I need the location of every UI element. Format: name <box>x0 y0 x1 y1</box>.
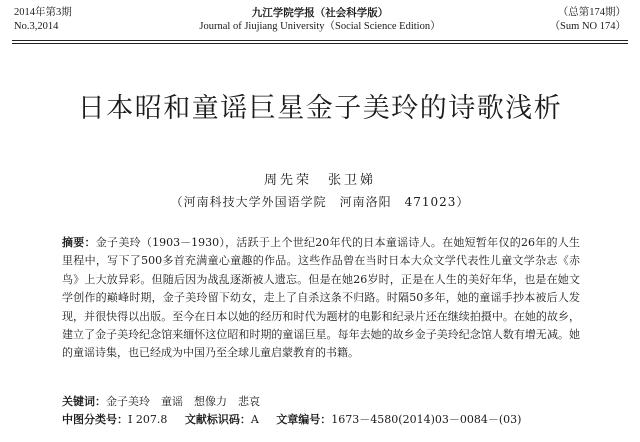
clc-value: I 207.8 <box>128 413 168 426</box>
journal-name-cn: 九江学院学报（社会科学版） <box>251 7 389 19</box>
total-issue-en: （Sum NO 174） <box>549 21 626 32</box>
keywords <box>62 394 580 410</box>
article-metadata <box>62 412 602 428</box>
doc-code-value: A <box>250 413 259 426</box>
article-id-value: 1673－4580(2014)03－0084－(03) <box>331 413 522 426</box>
clc-label: 中图分类号： <box>62 413 128 426</box>
total-issue-info <box>550 6 626 34</box>
header-rule-thin <box>12 43 628 44</box>
author-affiliation: （河南科技大学外国语学院 河南洛阳 471023） <box>170 195 470 209</box>
article-title: 日本昭和童谣巨星金子美玲的诗歌浅析 <box>77 93 563 124</box>
journal-header <box>0 4 640 42</box>
header-rule-thick <box>12 40 628 41</box>
article-authors: 周先荣 张卫娣 <box>263 173 376 188</box>
abstract <box>62 234 580 363</box>
issue-cn: 2014年第3期 <box>14 7 72 18</box>
issue-en: No.3,2014 <box>14 21 59 32</box>
keywords-text: 金子美玲 童谣 想像力 悲哀 <box>106 395 260 408</box>
abstract-label: 摘要： <box>62 236 96 249</box>
abstract-text: 金子美玲（1903－1930），活跃于上个世纪20年代的日本童谣诗人。在她短暂年仅的26年的人生里程中，写下了500多首充满童心童趣的作品。这些作品曾在当时日本大众文学代表性儿童文学杂志《赤鸟》上大放异彩。但随后因为战乱逐渐被人遗忘。但是在她26岁时，正是在人生的美好年华，也是在她文学创作的巅峰时期，金子美玲留下幼女，走上了自杀这条不归路。时隔50多年，她的童谣手抄本被后人发现，并很快得以出版。至今在日本以她的经历和时代为题材的电影和纪录片还在继续拍摄中。在她的故乡，建立了金子美玲纪念馆来缅怀这位昭和时期的童谣巨星。每年去她的故乡金子美玲纪念馆人数有增无减。她的童谣诗集，也已经成为中国乃至全球儿童启蒙教育的书籍。 <box>62 236 581 360</box>
clc-item <box>62 413 167 426</box>
keywords-label: 关键词： <box>62 395 106 408</box>
article-id-item <box>276 413 521 426</box>
journal-name <box>0 6 640 34</box>
doc-code-item <box>185 413 259 426</box>
article-id-label: 文章编号： <box>276 413 332 426</box>
doc-code-label: 文献标识码： <box>184 413 251 426</box>
journal-name-en: Journal of Jiujiang University（Social Science Edition） <box>199 21 441 32</box>
total-issue-cn: （总第174期） <box>557 7 626 18</box>
